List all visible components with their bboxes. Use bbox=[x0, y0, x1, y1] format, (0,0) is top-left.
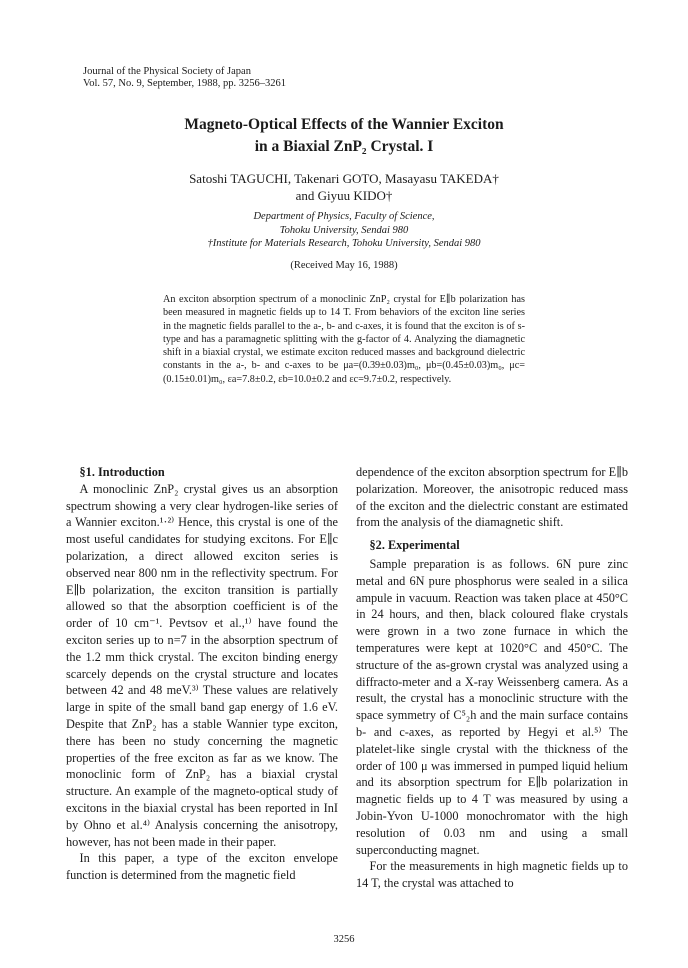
right-column bbox=[356, 464, 628, 892]
experimental-paragraph-1: Sample preparation is as follows. 6N pure zinc metal and 6N pure phosphorus were sealed in a silica ampule in vacuum. Reaction was taken place at 450°C in 24 hours, and then, black coloured flake crystals were grown in a two zone furnace in which the temperatures were kept at 1020°C and 450°C. The structure of the as-grown crystal was analyzed using a diffracto-meter and a X-ray Weissenberg camera. As a result, the crystal has a monoclinic structure with the space symmetry of C⁵₂h and the main surface contains b- and c-axes, as reported by Hegyi et al.⁵⁾ The platelet-like single crystal with the thickness of the order of 100 μ was immersed in pumped liquid helium and its absorption spectrum for E∥b polarization in magnetic fields up to 4 T was measured by using a Jobin-Yvon U-1000 monochromator with the high resolution of 0.03 nm and using a small superconducting magnet. bbox=[356, 556, 628, 857]
abstract: An exciton absorption spectrum of a monoclinic ZnP₂ crystal for E∥b polarization has been measured in magnetic fields up to 14 T. From behaviors of the exciton line series in the magnetic fields parallel to the a-, b- and c-axes, it is found that the exciton is of s-type and has a paramagnetic splitting with the g-factor of 4. Analyzing the diamagnetic shift in a biaxial crystal, we estimate exciton reduced masses and background dielectric constants in the a-, b- and c-axes to be μa=(0.39±0.03)m₀, μb=(0.45±0.03)m₀, μc=(0.15±0.01)m₀, εa=7.8±0.2, εb=10.0±0.2 and εc=9.7±0.2, respectively. bbox=[163, 294, 525, 385]
page-number: 3256 bbox=[333, 934, 355, 945]
received-date: (Received May 16, 1988) bbox=[290, 260, 398, 271]
journal-name: Journal of the Physical Society of Japan bbox=[83, 66, 251, 77]
title-line-2: in a Biaxial ZnP₂ Crystal. I bbox=[254, 138, 434, 155]
intro-continuation: dependence of the exciton absorption spectrum for E∥b polarization. Moreover, the anisotropic reduced mass of the exciton and the dielectric constant are estimated from the analysis of the diamagnetic shift. bbox=[356, 465, 628, 530]
section-1-heading: §1. Introduction bbox=[79, 465, 165, 479]
author-list bbox=[0, 170, 688, 204]
intro-paragraph-2: In this paper, a type of the exciton envelope function is determined from the magnetic field bbox=[66, 851, 338, 883]
experimental-paragraph-2: For the measurements in high magnetic fields up to 14 T, the crystal was attached to bbox=[356, 859, 628, 891]
journal-volume: Vol. 57, No. 9, September, 1988, pp. 3256–3261 bbox=[83, 78, 286, 89]
left-column bbox=[66, 464, 338, 884]
affiliation-line-1: Department of Physics, Faculty of Science, bbox=[253, 211, 435, 222]
authors-line-1: Satoshi TAGUCHI, Takenari GOTO, Masayasu TAKEDA† bbox=[189, 171, 499, 186]
affiliations bbox=[0, 210, 688, 251]
paper-title bbox=[0, 114, 688, 158]
affiliation-line-2: Tohoku University, Sendai 980 bbox=[279, 224, 409, 236]
title-line-1: Magneto-Optical Effects of the Wannier Exciton bbox=[184, 116, 504, 133]
journal-header bbox=[83, 66, 286, 90]
intro-paragraph-1: A monoclinic ZnP₂ crystal gives us an absorption spectrum showing a very clear hydrogen-like series of a Wannier exciton.¹·²⁾ Hence, this crystal is one of the most useful candidates for studying excitons. For E∥c polarization, a direct allowed exciton series is observed near 800 nm in the reflectivity spectrum. For E∥b polarization, the exciton transition is partially allowed so that the absorption coefficient is of the order of 10 cm⁻¹. Pevtsov et al.,¹⁾ have found the exciton series up to n=7 in the absorption spectrum of the 1.2 mm thick crystal. The exciton binding energy scarcely depends on the crystal structure and locates between 42 and 48 meV.³⁾ These values are relatively large in spite of the small band gap energy of 1.6 eV. Despite that ZnP₂ has a stable Wannier type exciton, there has been no study concerning the magnetic properties of the free exciton as far as we know. The monoclinic form of ZnP₂ has a biaxial crystal structure. An example of the magneto-optical study of excitons in the biaxial crystal has been reported in InI by Ohno et al.⁴⁾ Analysis concerning the anisotropy, however, has not been made in their paper. bbox=[66, 481, 338, 849]
affiliation-line-3: †Institute for Materials Research, Tohoku University, Sendai 980 bbox=[207, 238, 481, 249]
section-2-heading: §2. Experimental bbox=[369, 538, 460, 553]
authors-line-2: and Giyuu KIDO† bbox=[295, 188, 393, 203]
